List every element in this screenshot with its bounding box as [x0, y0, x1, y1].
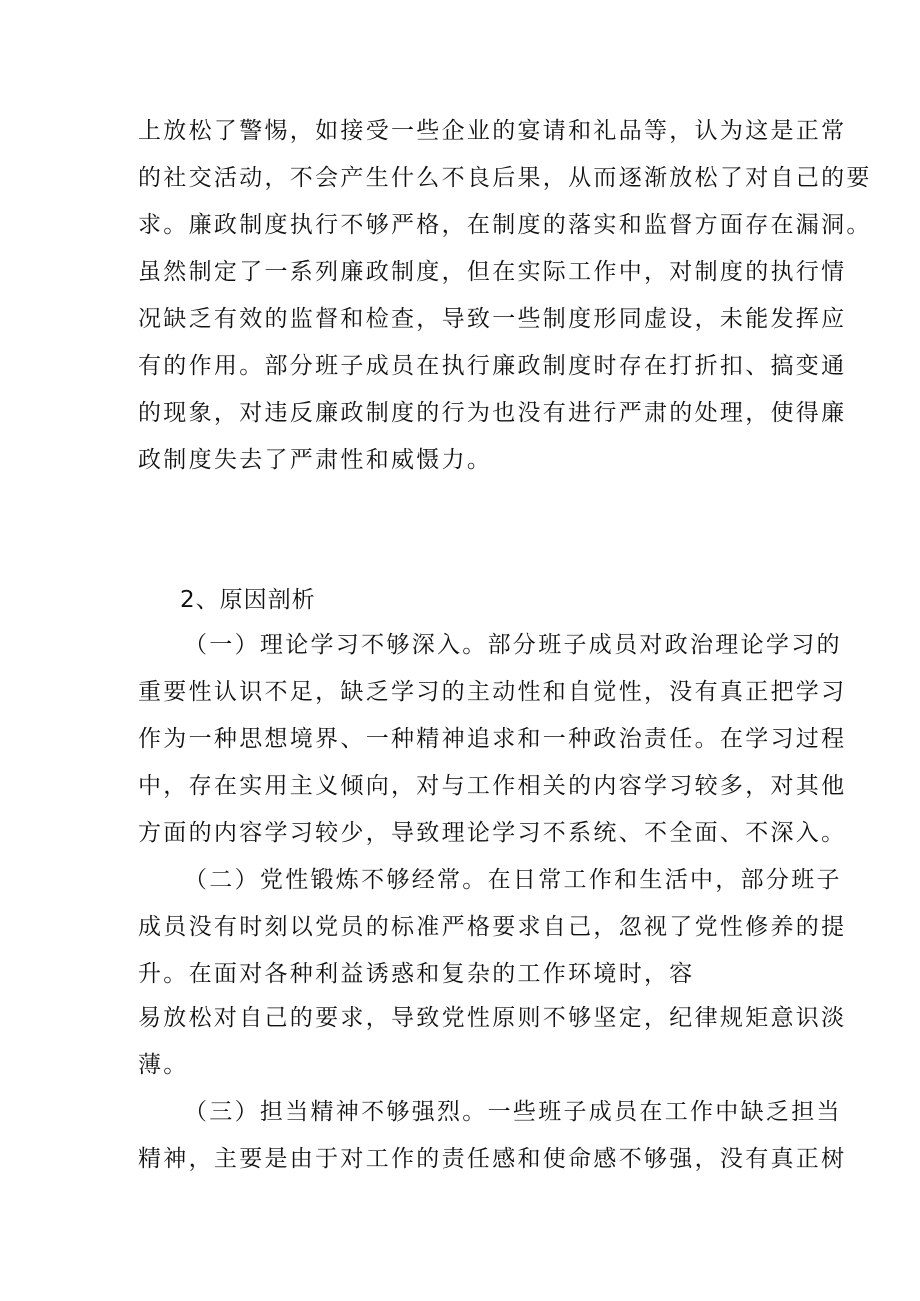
- text-line: 精神，主要是由于对工作的责任感和使命感不够强，没有真正树: [138, 1146, 847, 1172]
- text-line: 重要性认识不足，缺乏学习的主动性和自觉性，没有真正把学习: [138, 679, 847, 705]
- text-line: （二）党性锻炼不够经常。在日常工作和生活中，部分班子: [184, 867, 842, 893]
- text-line: 的社交活动，不会产生什么不良后果，从而逐渐放松了对自己的要: [138, 165, 872, 191]
- text-line: 成员没有时刻以党员的标准严格要求自己，忽视了党性修养的提: [138, 914, 847, 940]
- text-line: 况缺乏有效的监督和检查，导致一些制度形同虚设，未能发挥应: [138, 306, 847, 332]
- text-line: 上放松了警惕，如接受一些企业的宴请和礼品等，认为这是正常: [138, 118, 847, 144]
- text-line: 中，存在实用主义倾向，对与工作相关的内容学习较多，对其他: [138, 773, 847, 799]
- text-line: 政制度失去了严肃性和威慑力。: [138, 447, 493, 473]
- text-line: 方面的内容学习较少，导致理论学习不系统、不全面、不深入。: [138, 820, 847, 846]
- text-line: 有的作用。部分班子成员在执行廉政制度时存在打折扣、搞变通: [138, 353, 847, 379]
- text-line: 的现象，对违反廉政制度的行为也没有进行严肃的处理，使得廉: [138, 400, 847, 426]
- text-line: 易放松对自己的要求，导致党性原则不够坚定，纪律规矩意识淡: [138, 1005, 847, 1031]
- text-line: 作为一种思想境界、一种精神追求和一种政治责任。在学习过程: [138, 726, 847, 752]
- section-heading: 2、原因剖析: [180, 587, 316, 613]
- text-line: （三）担当精神不够强烈。一些班子成员在工作中缺乏担当: [184, 1099, 842, 1125]
- text-line: 薄。: [138, 1052, 189, 1078]
- text-line: （一）理论学习不够深入。部分班子成员对政治理论学习的: [184, 632, 842, 658]
- text-line: 虽然制定了一系列廉政制度，但在实际工作中，对制度的执行情: [138, 259, 847, 285]
- text-line: 升。在面对各种利益诱惑和复杂的工作环境时，容: [138, 961, 695, 987]
- text-line: 求。廉政制度执行不够严格，在制度的落实和监督方面存在漏洞。: [138, 212, 872, 238]
